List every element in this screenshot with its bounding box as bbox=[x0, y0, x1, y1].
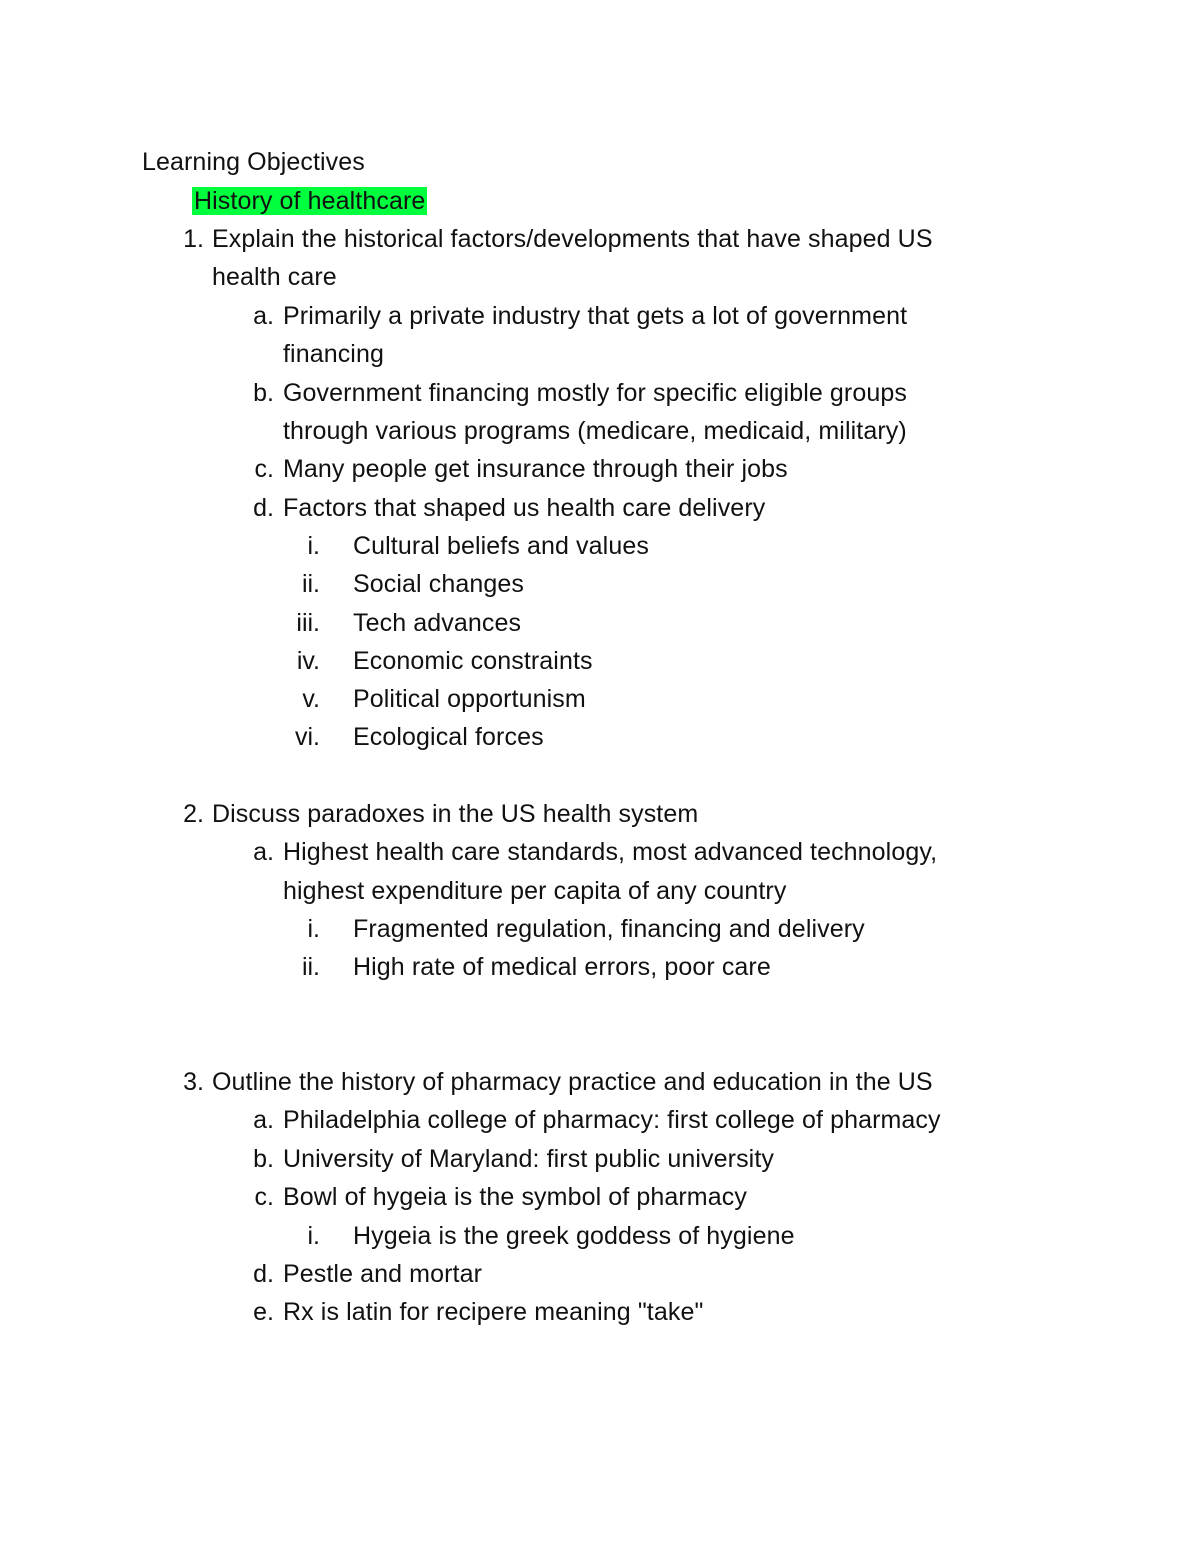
objective-1-item-b-line1: Government financing mostly for specific eligible groups bbox=[283, 379, 907, 407]
objective-1-item-d-sub-iv-text: Economic constraints bbox=[353, 647, 593, 675]
objective-2-marker: 2. bbox=[183, 800, 204, 828]
objective-2-item-a-line2: highest expenditure per capita of any country bbox=[283, 877, 787, 905]
document-title: Learning Objectives bbox=[142, 148, 365, 176]
objective-2-text-line1: Discuss paradoxes in the US health system bbox=[212, 800, 699, 828]
objective-1-item-c-line1: Many people get insurance through their jobs bbox=[283, 455, 788, 483]
objective-1-text-line1: Explain the historical factors/developments that have shaped US bbox=[212, 225, 933, 253]
objective-1-item-d-sub-vi-marker: vi. bbox=[295, 723, 320, 751]
objective-1-item-a-line2: financing bbox=[283, 340, 384, 368]
objective-3-item-e-line1: Rx is latin for recipere meaning "take" bbox=[283, 1298, 704, 1326]
objective-1-item-a-line1: Primarily a private industry that gets a lot of government bbox=[283, 302, 908, 330]
objective-2-item-a-sub-ii-marker: ii. bbox=[301, 953, 320, 981]
objective-1-item-d-sub-ii-marker: ii. bbox=[301, 570, 320, 598]
objective-1-item-d-sub-vi-text: Ecological forces bbox=[353, 723, 544, 751]
objective-3-item-b-marker: b. bbox=[253, 1145, 274, 1173]
objective-1-item-b-line2: through various programs (medicare, medicaid, military) bbox=[283, 417, 907, 445]
objective-1-item-d-sub-i-marker: i. bbox=[307, 532, 320, 560]
objective-3-item-a-marker: a. bbox=[253, 1106, 274, 1134]
objective-1-item-b-marker: b. bbox=[253, 379, 274, 407]
objective-3-item-c-sub-i-marker: i. bbox=[307, 1222, 320, 1250]
objective-3-item-a-line1: Philadelphia college of pharmacy: first college of pharmacy bbox=[283, 1106, 941, 1134]
objective-1-item-a-marker: a. bbox=[253, 302, 274, 330]
objective-1-item-d-sub-i-text: Cultural beliefs and values bbox=[353, 532, 649, 560]
objective-1-item-d-sub-v-text: Political opportunism bbox=[353, 685, 586, 713]
objective-2-item-a-sub-i-text: Fragmented regulation, financing and delivery bbox=[353, 915, 865, 943]
objective-2-item-a-sub-ii-text: High rate of medical errors, poor care bbox=[353, 953, 771, 981]
objective-2-item-a-line1: Highest health care standards, most advanced technology, bbox=[283, 838, 938, 866]
objective-3-item-e-marker: e. bbox=[253, 1298, 274, 1326]
objective-1-item-d-line1: Factors that shaped us health care delivery bbox=[283, 494, 766, 522]
section-heading bbox=[192, 185, 427, 217]
objective-3-text-line1: Outline the history of pharmacy practice and education in the US bbox=[212, 1068, 933, 1096]
objective-1-marker: 1. bbox=[183, 225, 204, 253]
objective-2-item-a-sub-i-marker: i. bbox=[307, 915, 320, 943]
objective-3-item-c-sub-i-text: Hygeia is the greek goddess of hygiene bbox=[353, 1222, 795, 1250]
objective-1-item-d-sub-ii-text: Social changes bbox=[353, 570, 524, 598]
objective-1-item-d-sub-iii-text: Tech advances bbox=[353, 609, 522, 637]
objective-3-item-d-marker: d. bbox=[253, 1260, 274, 1288]
section-heading-highlight: History of healthcare bbox=[194, 187, 426, 215]
objective-3-item-d-line1: Pestle and mortar bbox=[283, 1260, 483, 1288]
objective-1-item-d-sub-iv-marker: iv. bbox=[296, 647, 320, 675]
objective-1-item-d-sub-iii-marker: iii. bbox=[296, 609, 320, 637]
objective-1-text-line2: health care bbox=[212, 263, 337, 291]
objective-2-item-a-marker: a. bbox=[253, 838, 274, 866]
objective-3-marker: 3. bbox=[183, 1068, 204, 1096]
objective-1-item-c-marker: c. bbox=[254, 455, 274, 483]
objective-1-item-d-marker: d. bbox=[253, 494, 274, 522]
objective-1-item-d-sub-v-marker: v. bbox=[302, 685, 320, 713]
objective-3-item-b-line1: University of Maryland: first public university bbox=[283, 1145, 774, 1173]
objective-3-item-c-line1: Bowl of hygeia is the symbol of pharmacy bbox=[283, 1183, 747, 1211]
objective-3-item-c-marker: c. bbox=[254, 1183, 274, 1211]
